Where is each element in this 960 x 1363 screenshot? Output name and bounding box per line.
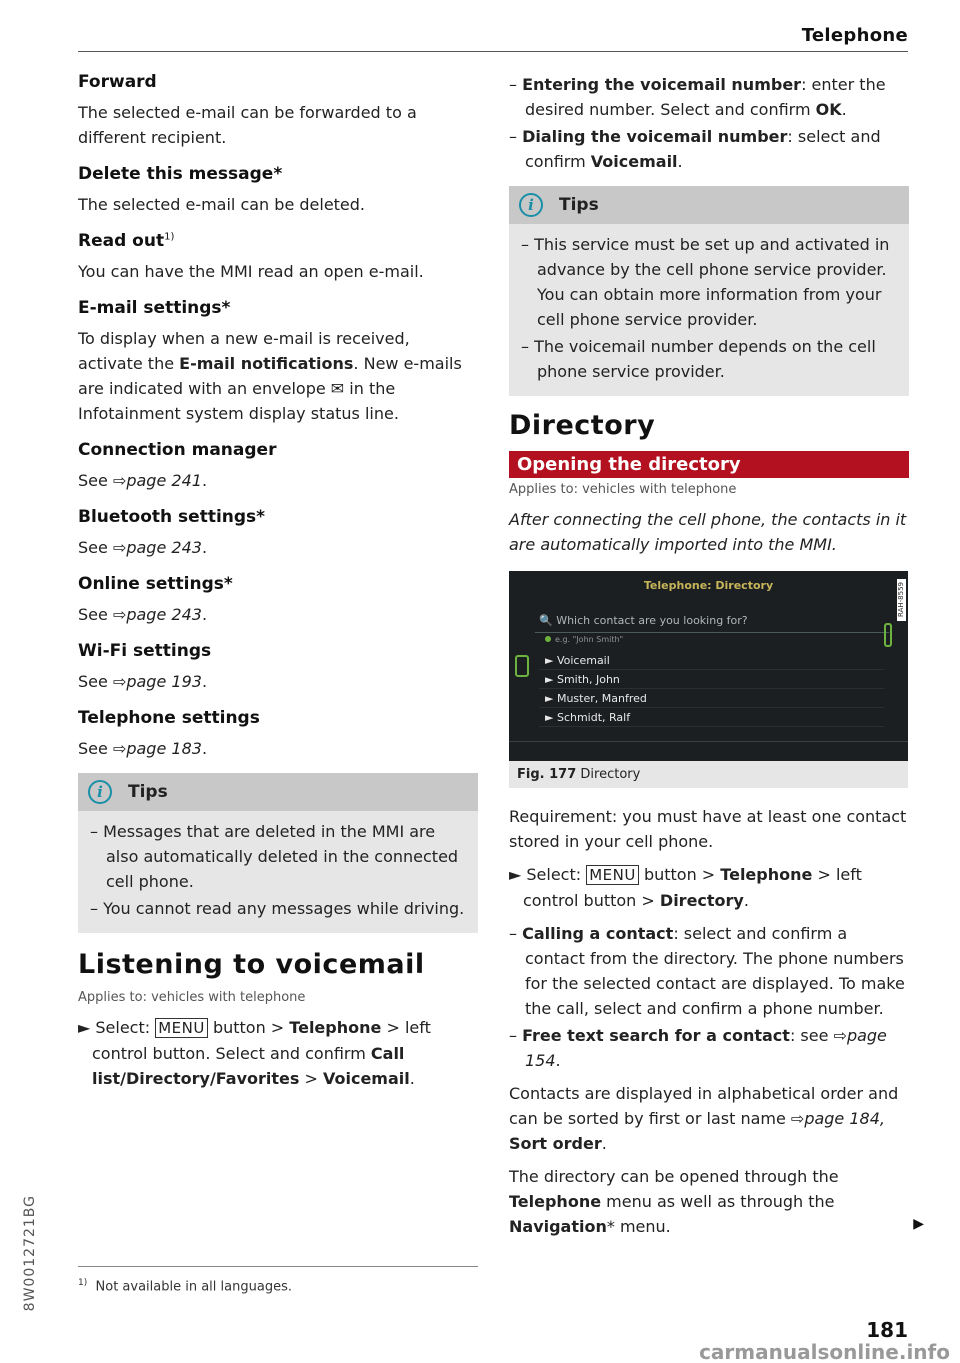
fig-contact-list	[539, 651, 884, 727]
tip-item: – Messages that are deleted in the MMI are also automatically deleted in the connected cell phone.	[90, 822, 459, 891]
fig-list-item: ► Smith, John	[539, 670, 884, 689]
fig-left-control	[515, 655, 529, 677]
tips-header: i Tips	[78, 773, 478, 811]
enter-voicemail: – Entering the voicemail number: enter the desired number. Select and confirm OK.	[509, 75, 886, 119]
arrow-icon: ⇨	[790, 1109, 805, 1128]
bt-heading: Bluetooth settings*	[78, 507, 266, 527]
doc-code: 8W0012721BG	[22, 1195, 38, 1312]
fig-list-item: ► Muster, Manfred	[539, 689, 884, 708]
open-text: The directory can be opened through the Telephone menu as well as through the Navigation* menu.	[509, 1167, 839, 1236]
readout-text: You can have the MMI read an open e-mail.	[78, 262, 424, 281]
left-column	[78, 72, 478, 1099]
fig-hint: e.g. "John Smith"	[545, 635, 623, 644]
select-step: ► Select: MENU button > Telephone > left control button > Directory.	[509, 865, 862, 910]
directory-heading: Directory	[509, 410, 656, 441]
tips-header: i Tips	[509, 186, 909, 224]
delete-heading: Delete this message*	[78, 164, 283, 184]
free-text-search: – Free text search for a contact: see ⇨page 154.	[509, 1026, 887, 1070]
delete-text: The selected e-mail can be deleted.	[78, 195, 366, 214]
fig-bottom-bar	[509, 741, 908, 761]
fig-search-field: 🔍 Which contact are you looking for?	[535, 609, 889, 633]
tips-box	[78, 773, 478, 933]
fig-list-item: ► Voicemail	[539, 651, 884, 670]
conn-ref: See ⇨page 241.	[78, 471, 208, 490]
arrow-icon: ⇨	[112, 538, 127, 557]
envelope-icon: ✉	[330, 379, 345, 398]
page-link[interactable]: page 193	[126, 672, 202, 691]
email-text: To display when a new e-mail is received, activate the E-mail notifications. New e-mails are indicated with an envelope ✉ in the Infotainment system display status line.	[78, 329, 462, 423]
fig-screen-title: Telephone: Directory	[643, 579, 774, 592]
sort-text: Contacts are displayed in alphabetical order and can be sorted by first or last name ⇨page 184, Sort order.	[509, 1084, 899, 1153]
voicemail-step: ► Select: MENU button > Telephone > left control button. Select and confirm Call list/Directory/Favorites > Voicemail.	[78, 1018, 431, 1088]
header-rule	[78, 51, 908, 52]
email-heading: E-mail settings*	[78, 298, 231, 318]
online-ref: See ⇨page 243.	[78, 605, 208, 624]
menu-key: MENU	[586, 865, 639, 885]
applies-note: Applies to: vehicles with telephone	[78, 990, 306, 1005]
fig-right-control	[884, 623, 892, 647]
fig-code: RAH-8559	[897, 579, 906, 621]
directory-intro: After connecting the cell phone, the contacts in it are automatically imported into the MMI.	[509, 510, 907, 554]
fig-caption: Fig. 177 Directory	[509, 761, 908, 788]
search-icon: 🔍	[539, 614, 553, 627]
requirement-text: Requirement: you must have at least one contact stored in your cell phone.	[509, 807, 907, 851]
footnote-rule	[78, 1266, 478, 1267]
arrow-icon: ⇨	[833, 1026, 847, 1045]
applies-note: Applies to: vehicles with telephone	[509, 482, 737, 497]
page-link[interactable]: page 243	[126, 605, 202, 624]
tip-item: – The voicemail number depends on the cell phone service provider.	[521, 337, 876, 381]
page-link[interactable]: page 183	[126, 739, 202, 758]
tel-heading: Telephone settings	[78, 708, 260, 728]
watermark: carmanualsonline.info	[699, 1340, 950, 1363]
readout-heading: Read out$^{1)}$	[78, 231, 175, 251]
page-link[interactable]: page 243	[126, 538, 202, 557]
directory-figure	[509, 571, 908, 761]
wifi-heading: Wi-Fi settings	[78, 641, 212, 661]
tip-item: – You cannot read any messages while driving.	[90, 899, 465, 918]
online-heading: Online settings*	[78, 574, 233, 594]
tip-item: – This service must be set up and activated in advance by the cell phone service provider. You can obtain more information from your cell phone service provider.	[521, 235, 890, 329]
tips-box	[509, 186, 909, 396]
bt-ref: See ⇨page 243.	[78, 538, 208, 557]
arrow-icon: ⇨	[112, 739, 127, 758]
info-icon: i	[88, 780, 112, 804]
menu-key: MENU	[155, 1018, 208, 1038]
footnote-ref: 1)	[164, 231, 175, 243]
page-link[interactable]: page 241	[126, 471, 202, 490]
tel-ref: See ⇨page 183.	[78, 739, 208, 758]
conn-heading: Connection manager	[78, 440, 277, 460]
arrow-icon: ⇨	[112, 672, 127, 691]
page-link[interactable]: page 184,	[804, 1109, 885, 1128]
page-link[interactable]: page 154	[525, 1026, 887, 1070]
voicemail-heading: Listening to voicemail	[78, 949, 425, 980]
arrow-icon: ⇨	[112, 471, 127, 490]
hint-dot-icon	[545, 636, 551, 642]
forward-heading: Forward	[78, 72, 157, 92]
section-title: Telephone	[801, 25, 908, 46]
calling-contact: – Calling a contact: select and confirm a contact from the directory. The phone numbers for the selected contact are displayed. To make the call, select and confirm a phone number.	[509, 924, 905, 1018]
info-icon: i	[519, 193, 543, 217]
opening-directory-bar: Opening the directory	[509, 451, 909, 478]
footnote: $^{1)}$ Not available in all languages.	[78, 1278, 292, 1295]
page-number: 181	[866, 1318, 908, 1342]
fig-list-item: ► Schmidt, Ralf	[539, 708, 884, 727]
dial-voicemail: – Dialing the voicemail number: select and confirm Voicemail.	[509, 127, 881, 171]
wifi-ref: See ⇨page 193.	[78, 672, 208, 691]
arrow-icon: ⇨	[112, 605, 127, 624]
continue-arrow-icon: ▶	[913, 1216, 924, 1232]
forward-text: The selected e-mail can be forwarded to a different recipient.	[78, 103, 417, 147]
right-column	[509, 72, 909, 1245]
